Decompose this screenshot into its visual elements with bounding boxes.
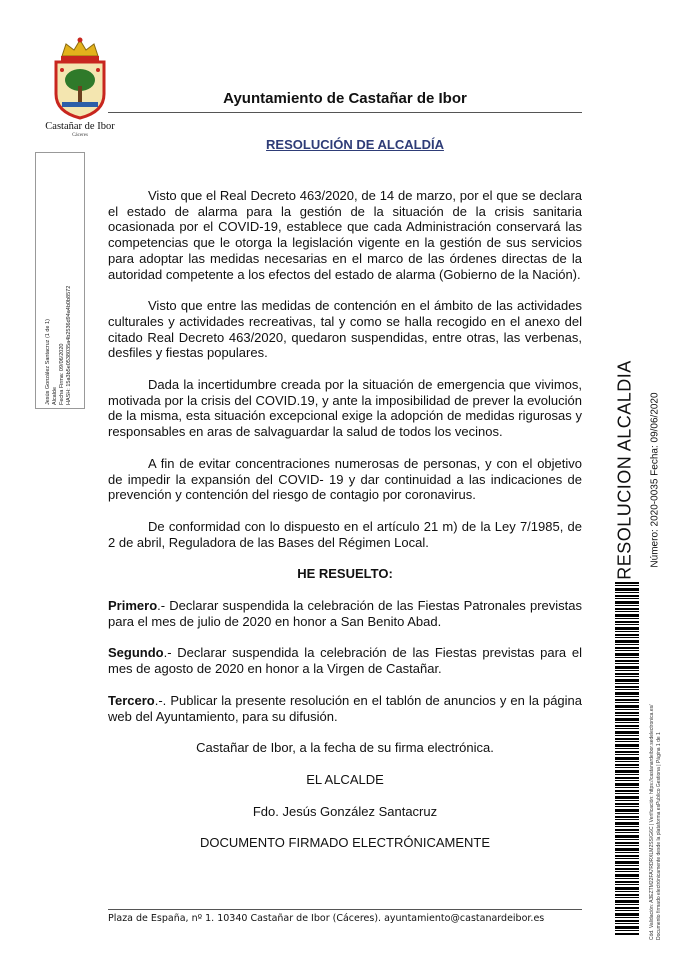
item-text: Declarar suspendida la celebración de las Fiestas previstas para el mes de agosto de 2020 en honor a la Virgen de Castañar.: [108, 645, 582, 677]
item-label: Tercero: [108, 692, 155, 708]
municipal-crest-icon: [48, 36, 112, 120]
item-text: Publicar la presente resolución en el tablón de anuncios y en la página web del Ayuntamiento, para su difusión.: [108, 692, 583, 724]
item-separator: .-: [157, 598, 170, 614]
signer-name: Fdo. Jesús González Santacruz: [252, 803, 438, 819]
paragraph: Dada la incertidumbre creada por la situación de emergencia que vivimos, motivada por la crisis del COVID.19, y ante la imposibilidad de prever la evolución de la misma, esta situación excepcional exige la adopción de medidas rigurosas y responsables en aras de salvaguardar la salud de todos los vecinos.: [108, 377, 582, 440]
verification-text: [649, 620, 663, 940]
paragraph: Visto que el Real Decreto 463/2020, de 14 de marzo, por el que se declara el estado de alarma para la gestión de la situación de la crisis sanitaria ocasionada por el COVID-19, establece que cada Administración conservará las competencias que le otorga la legislación vigente en la gestión de sus servicios para adoptar las medidas necesarias en el marco de las órdenes directas de la autoridad competente a los efectos del estado de alarma (Gobierno de la Nación).: [108, 188, 582, 282]
place-date: Castañar de Ibor, a la fecha de su firma electrónica.: [196, 740, 494, 756]
resolution-item: [108, 693, 582, 724]
document-body: [108, 188, 582, 867]
item-label: Primero: [108, 598, 158, 614]
paragraph: De conformidad con lo dispuesto en el artículo 21 m) de la Ley 7/1985, de 2 de abril, Reguladora de las Bases del Régimen Local.: [108, 518, 582, 550]
crest-subcaption: Cáceres: [72, 133, 88, 138]
signature-line: Fecha Firma: 09/06/2020: [59, 343, 65, 405]
item-text: Declarar suspendida la celebración de las Fiestas Patronales previstas para el mes de julio de 2020 en honor a San Benito Abad.: [108, 598, 582, 629]
side-stamp-meta: Número: 2020-0035 Fecha: 09/06/2020: [649, 392, 661, 568]
footer-divider: [108, 909, 582, 910]
item-separator: .-: [163, 645, 178, 661]
footer-address: Plaza de España, nº 1. 10340 Castañar de Ibor (Cáceres). ayuntamiento@castanardeibor.es: [108, 913, 545, 924]
item-label: Segundo: [108, 645, 164, 661]
header-divider: [108, 112, 582, 113]
signature-line: HASH: 15a3b5e0538035a4b2536d94a4b0b8572: [66, 285, 72, 405]
signature-line: Alcalde: [52, 386, 58, 405]
organization-title: Ayuntamiento de Castañar de Ibor: [223, 90, 467, 107]
barcode-icon: [615, 582, 639, 936]
resolution-item: [108, 645, 582, 676]
resolution-title: RESOLUCIÓN DE ALCALDÍA: [266, 137, 444, 152]
side-stamp-title: RESOLUCION ALCALDIA: [614, 360, 635, 580]
paragraph: Visto que entre las medidas de contención en el ámbito de las actividades culturales y actividades recreativas, tal y como se halla recogido en el anexo del citado Real Decreto 463/2020, quedaron suspendidas, entre otras, las verbenas, desfiles y fiestas populares.: [108, 298, 582, 361]
verification-line: Cód. Validación: A3EZTM22FA7RDRXLM2SS/G6C | Verificación: https://castanardeibor.sedelectronica.es/: [649, 704, 655, 940]
signature-stamp-text: [45, 155, 73, 405]
paragraph: A fin de evitar concentraciones numerosas de personas, y con el objetivo de impedir la expansión del COVID- 19 y dar continuidad a las indicaciones de prevención y contención del riesgo de contagio por coronavirus.: [108, 455, 582, 503]
resolved-heading: HE RESUELTO:: [297, 566, 393, 582]
signer-role: EL ALCALDE: [306, 771, 384, 787]
signed-note: DOCUMENTO FIRMADO ELECTRÓNICAMENTE: [199, 835, 491, 851]
resolution-item: [108, 598, 582, 629]
item-separator: .-.: [154, 692, 171, 708]
verification-line: Documento firmado electrónicamente desde la plataforma esPublico Gestiona | Página 1 de 1: [656, 732, 662, 940]
crest-caption: Castañar de Ibor: [45, 121, 115, 132]
signature-line: Jesús González Santacruz (1 de 1): [45, 319, 51, 405]
